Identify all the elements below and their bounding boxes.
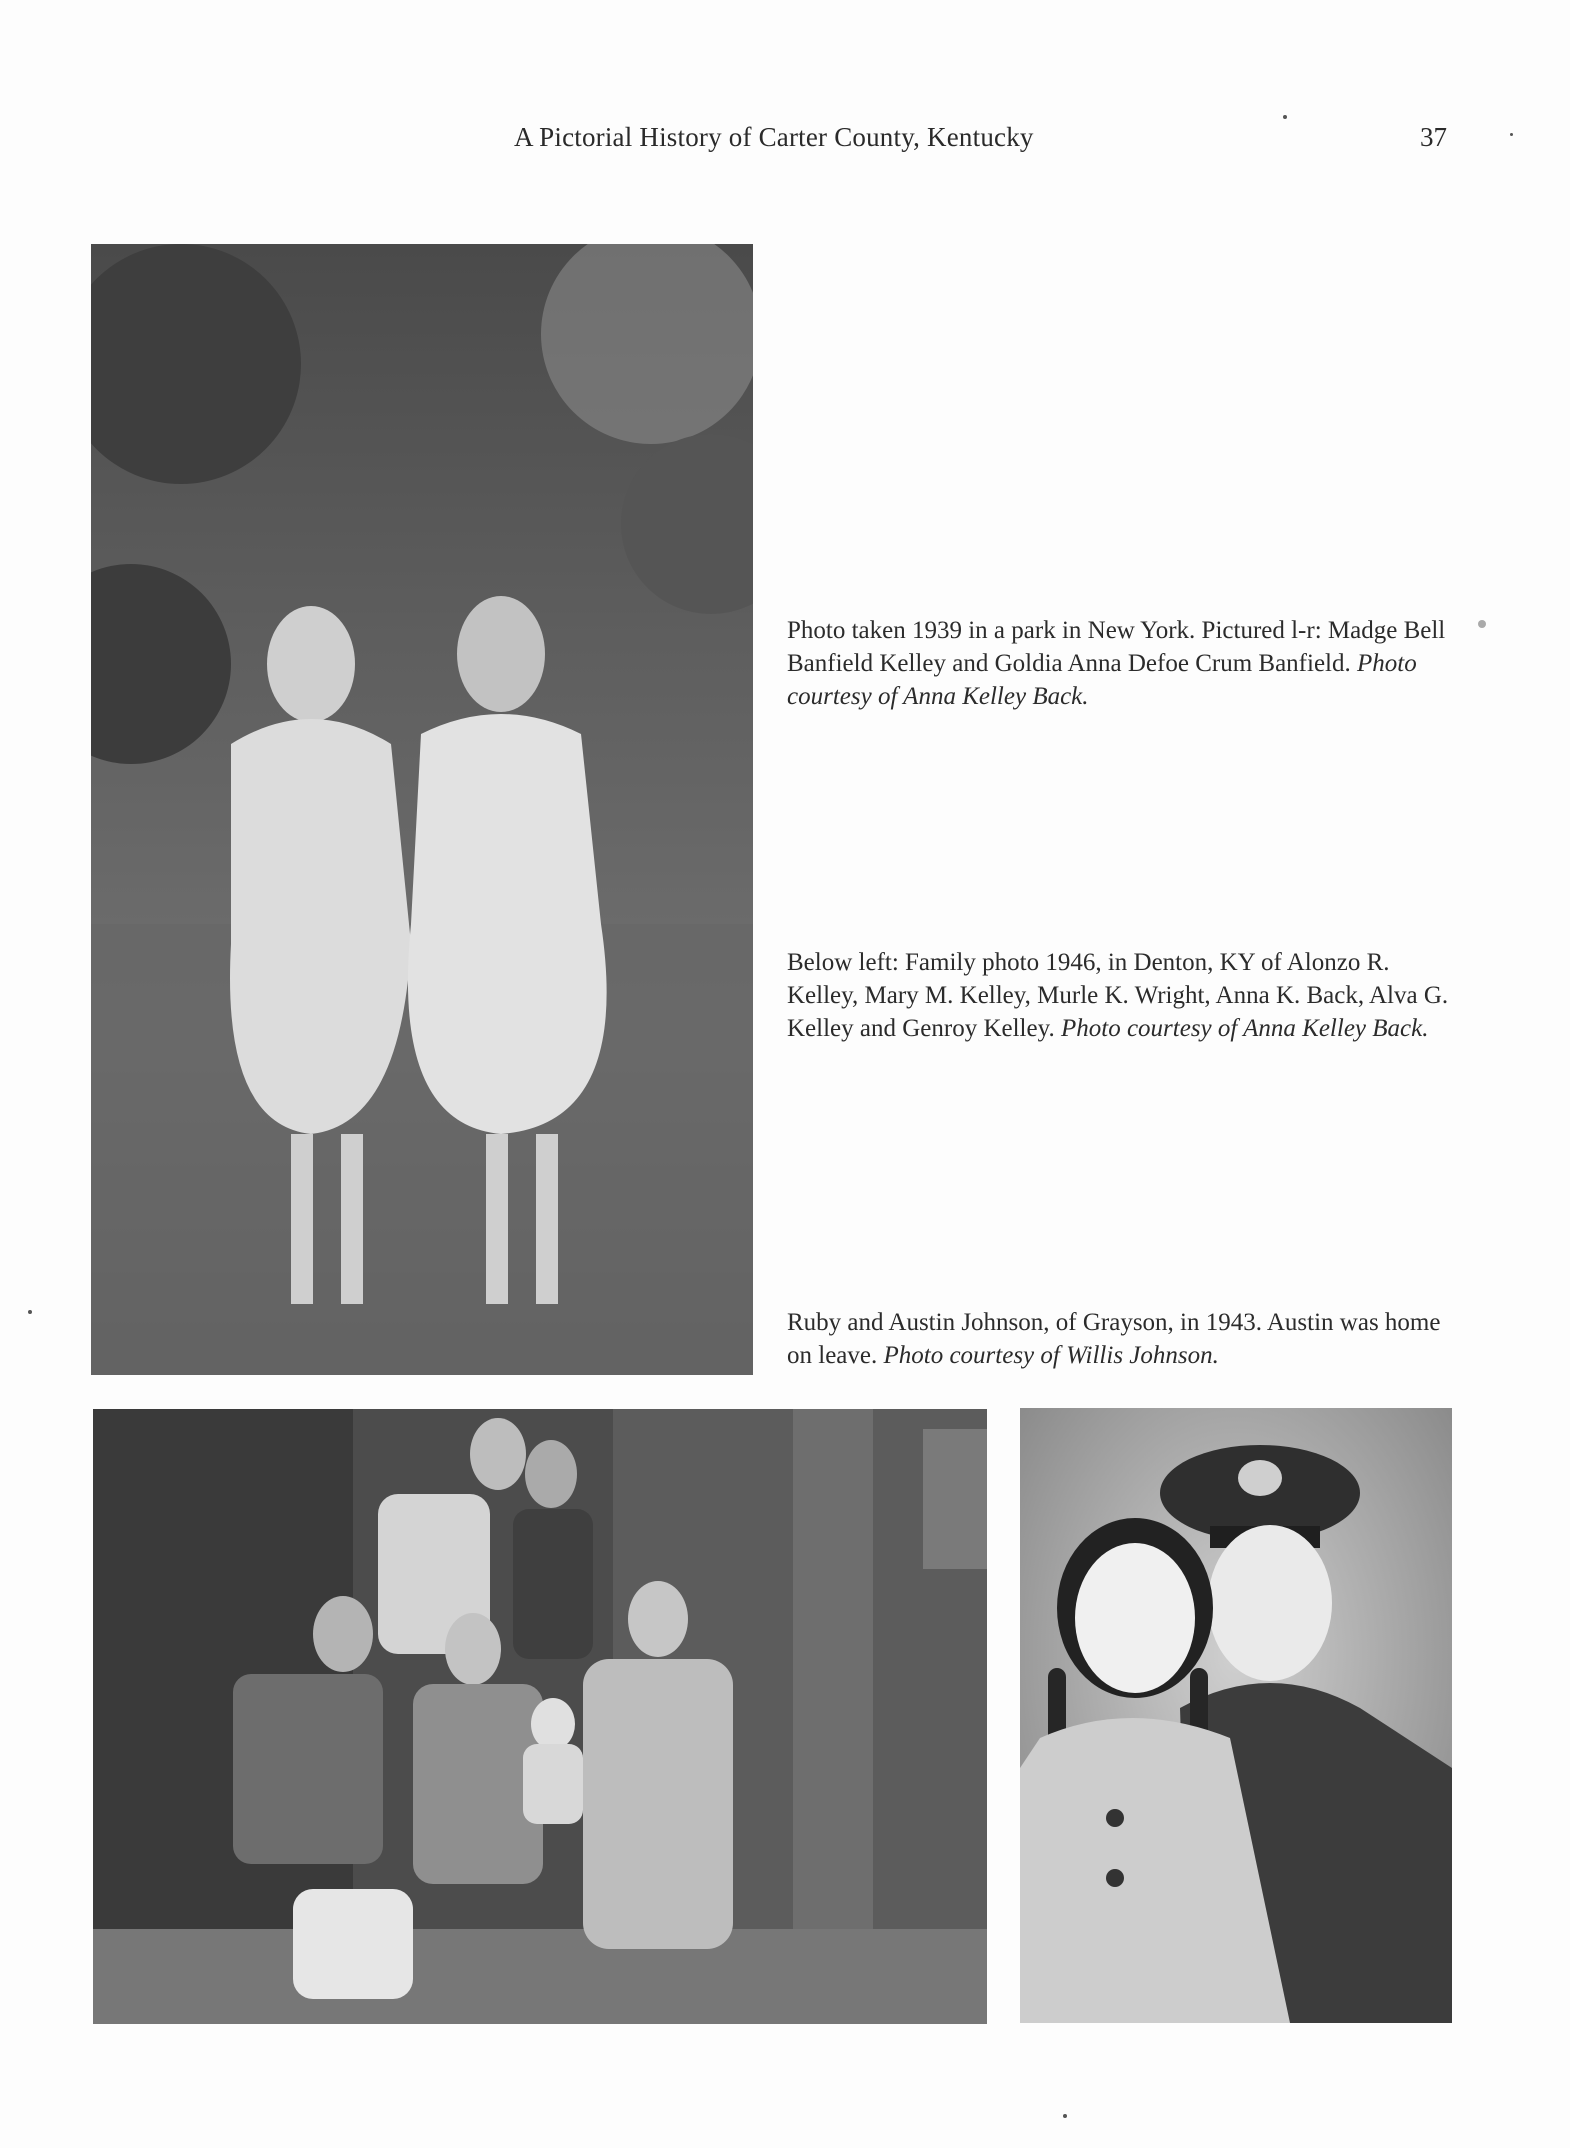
caption-johnson-couple bbox=[787, 1306, 1457, 1372]
scan-speck bbox=[1283, 115, 1287, 119]
page-number: 37 bbox=[1420, 122, 1447, 152]
photo-two-women-park-image bbox=[91, 244, 753, 1375]
caption-text: Below left: Family photo 1946, in Denton, KY of Alonzo R. Kelley, Mary M. Kelley, Murle K. Wright, Anna K. Back, Alva G. Kelley and Genroy Kelley. bbox=[787, 949, 1449, 1042]
scan-speck bbox=[1478, 620, 1486, 628]
scan-speck bbox=[1510, 133, 1513, 136]
photo-credit: Photo courtesy of Anna Kelley Back. bbox=[787, 650, 1417, 710]
photo-two-women-park bbox=[91, 244, 753, 1375]
photo-credit: Photo courtesy of Willis Johnson. bbox=[883, 1342, 1219, 1369]
photo-family-group bbox=[93, 1409, 987, 2024]
running-head-title: A Pictorial History of Carter County, Kentucky bbox=[514, 122, 1034, 152]
caption-text: Photo taken 1939 in a park in New York. Pictured l-r: Madge Bell Banfield Kelley and Goldia Anna Defoe Crum Banfield. bbox=[787, 617, 1446, 677]
caption-photo-two-women bbox=[787, 614, 1457, 713]
scan-speck bbox=[1063, 2114, 1067, 2118]
photo-family-group-image bbox=[93, 1409, 987, 2024]
photo-johnson-couple-portrait bbox=[1020, 1408, 1452, 2023]
photo-credit: Photo courtesy of Anna Kelley Back. bbox=[1060, 1015, 1429, 1042]
caption-family-photo bbox=[787, 946, 1457, 1045]
scan-speck bbox=[28, 1310, 32, 1314]
caption-text: Ruby and Austin Johnson, of Grayson, in 1943. Austin was home on leave. bbox=[787, 1309, 1441, 1369]
photo-johnson-couple-portrait-image bbox=[1020, 1408, 1452, 2023]
